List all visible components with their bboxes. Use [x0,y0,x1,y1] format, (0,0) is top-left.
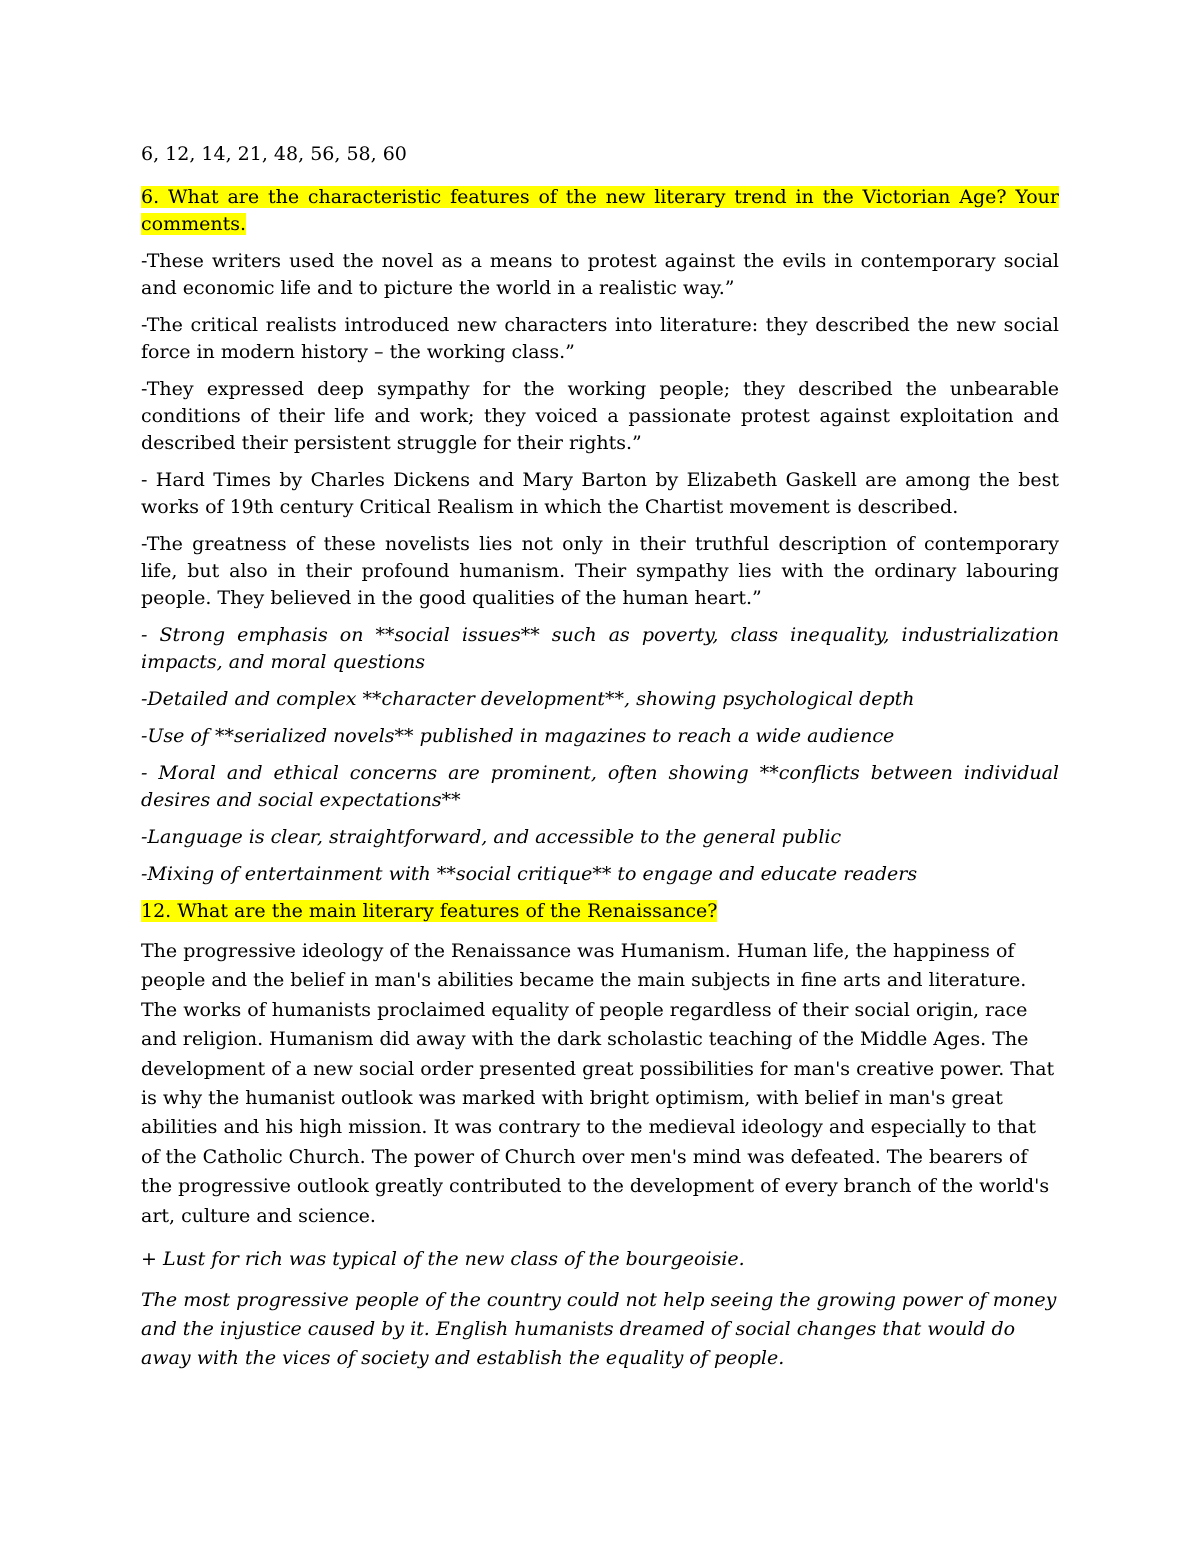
q12-body: The progressive ideology of the Renaissance was Humanism. Human life, the happiness of people and the belief in man's abilities became the main subjects in fine arts and literature. The works of humanists proclaimed equality of people regardless of their social origin, race and religion. Humanism did away with the dark scholastic teaching of the Middle Ages. The development of a new social order presented great possibilities for man's creative power. That is why the humanist outlook was marked with bright optimism, with belief in man's great abilities and his high mission. It was contrary to the medieval ideology and especially to that of the Catholic Church. The power of Church over men's mind was defeated. The bearers of the progressive outlook greatly contributed to the development of every branch of the world's art, culture and science. [141,940,1055,1227]
q6-point-3: -They expressed deep sympathy for the working people; they described the unbearable conditions of their life and work; they voiced a passionate protest against exploitation and described their persistent struggle for their rights.” [141,378,1059,454]
q12-note: + Lust for rich was typical of the new class of the bourgeoisie. [141,1248,745,1271]
q6-italic-point-4: - Moral and ethical concerns are prominent, often showing **conflicts between individual desires and social expectations** [141,762,1059,811]
q12-closing: The most progressive people of the country could not help seeing the growing power of money and the injustice caused by it. English humanists dreamed of social changes that would do away with the vices of society and establish the equality of people. [141,1289,1057,1370]
q6-point-2: -The critical realists introduced new characters into literature: they described the new social force in modern history – the working class.” [141,314,1059,363]
question-6-heading [141,184,1059,238]
q6-italic-point-5: -Language is clear, straightforward, and accessible to the general public [141,826,842,848]
q6-italic-point-1: - Strong emphasis on **social issues** such as poverty, class inequality, industrialization impacts, and moral questions [141,624,1059,673]
question-6-highlight: 6. What are the characteristic features of the new literary trend in the Victorian Age? Your comments. [141,186,1059,235]
question-12-highlight: 12. What are the main literary features of the Renaissance? [141,900,718,922]
question-12-heading [141,898,1059,925]
question-numbers-line: 6, 12, 14, 21, 48, 56, 58, 60 [141,143,407,165]
q6-point-5: -The greatness of these novelists lies not only in their truthful description of contemporary life, but also in their profound humanism. Their sympathy lies with the ordinary labouring people. They believed in the good qualities of the human heart.” [141,533,1059,609]
q6-point-1: -These writers used the novel as a means to protest against the evils in contemporary social and economic life and to picture the world in a realistic way.” [141,250,1059,299]
q6-point-4: - Hard Times by Charles Dickens and Mary Barton by Elizabeth Gaskell are among the best works of 19th century Critical Realism in which the Chartist movement is described. [141,469,1059,518]
q6-italic-point-2: -Detailed and complex **character development**, showing psychological depth [141,688,915,710]
q6-italic-point-6: -Mixing of entertainment with **social critique** to engage and educate readers [141,863,918,885]
q6-italic-point-3: -Use of **serialized novels** published in magazines to reach a wide audience [141,725,895,747]
document-page [141,140,1059,1385]
